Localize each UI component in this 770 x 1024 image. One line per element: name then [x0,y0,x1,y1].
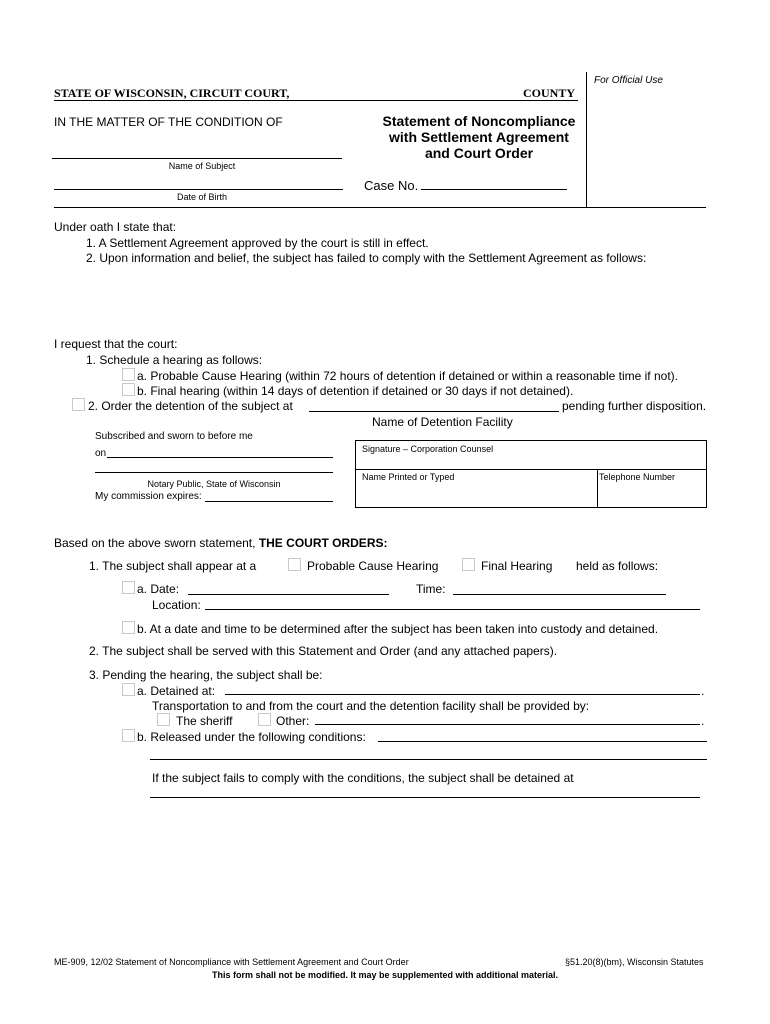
court-label: STATE OF WISCONSIN, CIRCUIT COURT, [54,86,290,100]
hearing-time-line[interactable] [453,594,666,595]
corp-counsel-label: Signature – Corporation Counsel [362,444,494,454]
final-hearing-checkbox[interactable] [122,383,135,396]
other-transport-label: Other: [276,714,310,728]
subject-name-line[interactable] [52,158,342,159]
order-detention-checkbox[interactable] [72,398,85,411]
orders-intro-text: Based on the above sworn statement, [54,536,256,550]
on-label: on [95,448,107,459]
request-item-1a: a. Probable Cause Hearing (within 72 hours of detention if detained or within a reasonable time if not). [137,369,678,383]
notary-label: Notary Public, State of Wisconsin [147,479,281,489]
probable-cause-checkbox[interactable] [122,368,135,381]
dob-line[interactable] [54,189,343,190]
fail-detention-line[interactable] [150,797,700,798]
detained-at-line[interactable] [225,694,700,695]
name-printed-label: Name Printed or Typed [362,472,455,482]
matter-label: IN THE MATTER OF THE CONDITION OF [54,115,283,129]
orders-intro [54,536,387,550]
sworn-date-line[interactable] [107,457,333,458]
other-period: . [701,714,705,728]
official-use-label: For Official Use [594,75,663,86]
form-title-line2: with Settlement Agreement [389,129,569,145]
detained-at-label: a. Detained at: [137,684,216,698]
county-line[interactable] [54,100,578,101]
orders-intro-bold: THE COURT ORDERS: [258,536,388,550]
hearing-location-line[interactable] [205,609,700,610]
detained-period: . [701,684,705,698]
header-bottom-rule [54,207,706,208]
orders-item-1b: b. At a date and time to be determined after the subject has been taken into custody and detained. [137,622,659,636]
request-item-2-prefix: 2. Order the detention of the subject at [88,399,293,413]
request-intro: I request that the court: [54,337,178,351]
oath-item-1: 1. A Settlement Agreement approved by the court is still in effect. [86,236,429,250]
detention-facility-line[interactable] [309,411,559,412]
telephone-label: Telephone Number [599,472,676,482]
orders-item-2: 2. The subject shall be served with this Statement and Order (and any attached papers). [89,644,558,658]
modification-notice: This form shall not be modified. It may be supplemented with additional material. [211,970,559,980]
sheriff-checkbox[interactable] [157,713,170,726]
request-item-2-suffix: pending further disposition. [562,399,707,413]
transport-label: Transportation to and from the court and the detention facility shall be provided by: [152,699,590,713]
case-no-label: Case No. [364,178,419,193]
case-no-line[interactable] [421,189,567,190]
county-label: COUNTY [523,86,576,100]
other-transport-line[interactable] [315,724,700,725]
released-conditions-line[interactable] [378,741,707,742]
detained-checkbox[interactable] [122,683,135,696]
detention-facility-label: Name of Detention Facility [372,415,513,429]
form-id: ME-909, 12/02 Statement of Noncompliance with Settlement Agreement and Court Order [54,957,409,967]
oath-intro: Under oath I state that: [54,220,177,234]
hearing-date-checkbox[interactable] [122,581,135,594]
form-title-line3: and Court Order [424,145,534,161]
hearing-time-label: Time: [416,582,446,596]
order-probable-cause-label: Probable Cause Hearing [307,559,439,573]
held-as-follows-label: held as follows: [576,559,659,573]
hearing-date-line[interactable] [188,594,389,595]
orders-item-3: 3. Pending the hearing, the subject shall be: [89,668,323,682]
orders-item-1: 1. The subject shall appear at a [89,559,257,573]
request-item-1: 1. Schedule a hearing as follows: [86,353,263,367]
subscribed-label: Subscribed and sworn to before me [95,431,253,442]
name-of-subject-label: Name of Subject [168,161,236,171]
form-title [364,113,594,161]
form-title-line1: Statement of Noncompliance [382,113,576,129]
commission-line[interactable] [205,501,333,502]
request-item-1b: b. Final hearing (within 14 days of detention if detained or 30 days if not detained). [137,384,574,398]
date-of-birth-label: Date of Birth [176,192,228,202]
released-label: b. Released under the following conditions: [137,730,366,744]
commission-label: My commission expires: [95,491,202,502]
statute-reference: §51.20(8)(bm), Wisconsin Statutes [565,957,704,967]
order-final-hearing-checkbox[interactable] [462,558,475,571]
released-checkbox[interactable] [122,729,135,742]
hearing-date-label: a. Date: [137,582,180,596]
date-tbd-checkbox[interactable] [122,621,135,634]
fail-to-comply-label: If the subject fails to comply with the conditions, the subject shall be detained at [152,771,574,785]
order-probable-cause-checkbox[interactable] [288,558,301,571]
other-transport-checkbox[interactable] [258,713,271,726]
oath-item-2: 2. Upon information and belief, the subject has failed to comply with the Settlement Agreement as follows: [86,251,647,265]
sheriff-label: The sheriff [176,714,233,728]
notary-signature-line[interactable] [95,472,333,473]
conditions-line-2[interactable] [150,759,707,760]
order-final-hearing-label: Final Hearing [481,559,553,573]
hearing-location-label: Location: [152,598,201,612]
